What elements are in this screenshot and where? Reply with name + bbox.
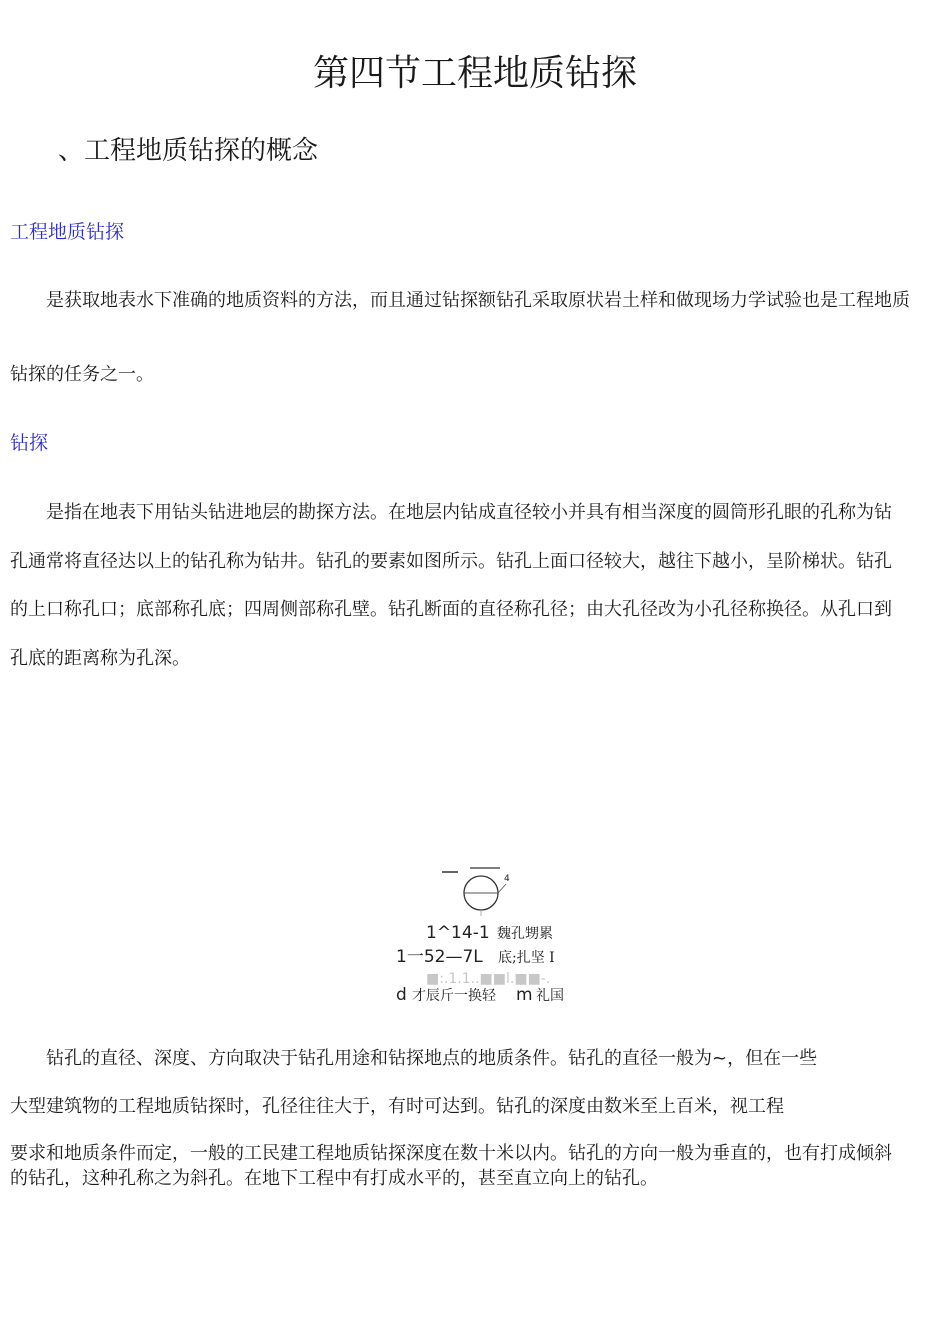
- borehole-figure: [390, 862, 610, 1012]
- term2-definition-line4: 孔底的距离称为孔深。: [10, 648, 190, 669]
- figure-small-label: 4: [504, 874, 510, 884]
- closing-paragraph-line4: 的钻孔，这种孔称之为斜孔。在地下工程中有打成水平的，甚至直立向上的钻孔。: [10, 1168, 658, 1189]
- figure-caption-1b: 魏孔甥累: [497, 926, 553, 942]
- figure-caption-1a: 1^14-1: [426, 923, 490, 943]
- section-heading: 、工程地质钻探的概念: [58, 136, 319, 166]
- figure-caption-3: ■:.1.1..■■l.■■-.: [426, 971, 551, 987]
- term2-definition-line1: 是指在地表下用钻头钻进地层的勘探方法。在地层内钻成直径较小并具有相当深度的圆筒形孔眼的孔称为钻: [46, 502, 892, 523]
- term2-definition-line3: 的上口称孔口；底部称孔底；四周侧部称孔壁。钻孔断面的直径称孔径；由大孔径改为小孔径称换径。从孔口到: [10, 599, 892, 620]
- term2-definition-line2: 孔通常将直径达以上的钻孔称为钻井。钻孔的要素如图所示。钻孔上面口径较大，越往下越小，呈阶梯状。钻孔: [10, 551, 892, 572]
- page-title: 第四节工程地质钻探: [312, 53, 637, 94]
- term-drilling[interactable]: 钻探: [10, 432, 49, 454]
- figure-caption-2b: 底;扎坚 I: [498, 950, 555, 966]
- figure-caption-2a: 1一52—7L: [396, 947, 483, 967]
- closing-paragraph-line3: 要求和地质条件而定，一般的工民建工程地质钻探深度在数十米以内。钻孔的方向一般为垂直的，也有打成倾斜: [10, 1143, 892, 1164]
- borehole-diagram: [390, 862, 610, 922]
- figure-caption-4c: m: [516, 985, 533, 1005]
- term1-definition-line1: 是获取地表水下准确的地质资料的方法，而且通过钻探额钻孔采取原状岩土样和做现场力学试验也是工程地质: [46, 290, 910, 311]
- term1-definition-line2: 钻探的任务之一。: [10, 364, 154, 385]
- figure-caption-4d: 礼国: [536, 988, 564, 1004]
- term-engineering-geology-drilling[interactable]: 工程地质钻探: [10, 221, 125, 243]
- closing-paragraph-line1: 钻孔的直径、深度、方向取决于钻孔用途和钻探地点的地质条件。钻孔的直径一般为~，但在一些: [46, 1048, 818, 1069]
- figure-caption-4b: 才辰斤一换轻: [412, 988, 496, 1004]
- closing-paragraph-line2: 大型建筑物的工程地质钻探时，孔径往往大于，有时可达到。钻孔的深度由数米至上百米，视工程: [10, 1096, 784, 1117]
- figure-caption-4a: d: [396, 985, 407, 1005]
